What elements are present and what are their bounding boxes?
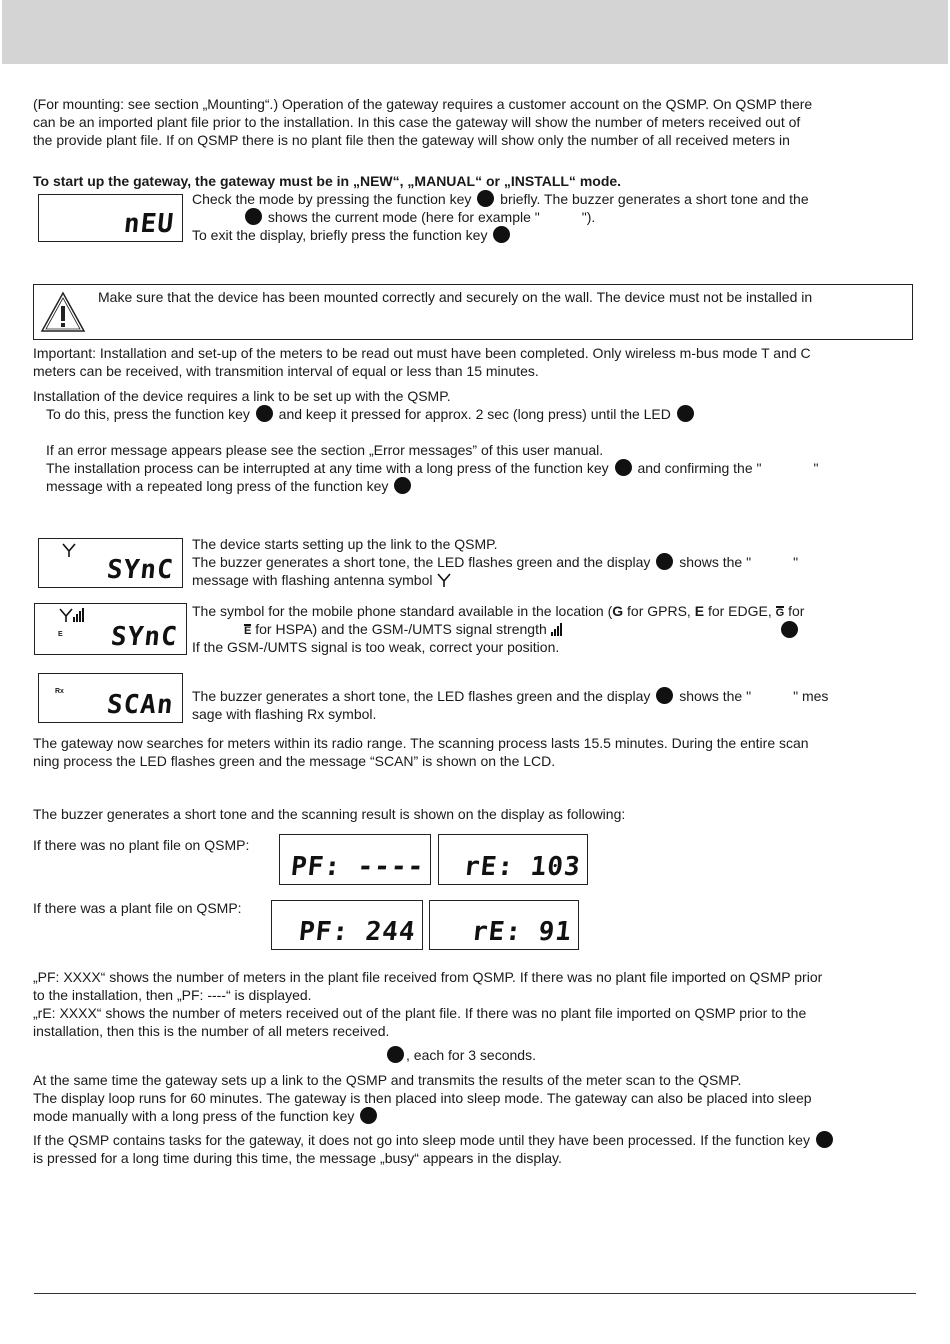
sync-line-3 (192, 571, 452, 589)
scan-line-1a: The buzzer generates a short tone, the LED flashes green and the display (192, 688, 651, 704)
startup-line-2b: "). (581, 209, 596, 225)
signal-line-1c: for EDGE, (707, 603, 772, 619)
plant-label: If there was a plant file on QSMP: (33, 900, 242, 916)
install-line-1: Installation of the device requires a link to be set up with the QSMP. (33, 388, 451, 404)
sync-line-2b: shows the " (679, 554, 752, 570)
re-desc-2: installation, then this is the number of all meters received. (33, 1023, 390, 1039)
result-d1 (33, 1131, 835, 1149)
lcd-re-91 (429, 900, 579, 950)
startup-line-1 (192, 190, 809, 208)
install-line-3: If an error message appears please see the section „Error messages” of this user manual. (46, 442, 604, 458)
signal-line-1b: for GPRS, (627, 603, 691, 619)
display-icon (656, 553, 673, 570)
result-c3-text: mode manually with a long press of the function key (33, 1108, 355, 1124)
pf-desc-2: to the installation, then „PF: ----“ is displayed. (33, 987, 312, 1003)
signal-line-3: If the GSM-/UMTS signal is too weak, correct your position. (192, 639, 560, 655)
gprs-symbol: G (612, 603, 624, 619)
sync-line-2 (192, 553, 798, 571)
scan-para-2: ning process the LED flashes green and the message “SCAN” is shown on the LCD. (33, 753, 556, 769)
warning-triangle-icon (40, 290, 86, 334)
display-icon (781, 621, 798, 638)
scan-line-1 (192, 687, 828, 705)
warning-text: Make sure that the device has been mounted correctly and securely on the wall. The device must not be installed in (98, 289, 813, 305)
umts-symbol: G (775, 607, 785, 619)
important-line-1: Important: Installation and set-up of the meters to be read out must have been completed. Only wireless m-bus mode T and C (33, 345, 811, 361)
lcd-pf-empty-text: PF: ---- (289, 852, 426, 882)
lcd-sync-signal-text: SYnC (109, 622, 180, 652)
startup-line-1a: Check the mode by pressing the function key (192, 191, 472, 207)
display-cycle-text: , each for 3 seconds. (406, 1047, 536, 1063)
install-line-4a: The installation process can be interrupted at any time with a long press of the function key (46, 460, 609, 476)
scan-para-1: The gateway now searches for meters within its radio range. The scanning process lasts 15.5 minutes. During the entire scan (33, 735, 809, 751)
function-key-icon (394, 477, 411, 494)
lcd-re-91-text: rE: 91 (470, 917, 574, 947)
install-line-5a: message with a repeated long press of the function key (46, 478, 389, 494)
hspa-symbol: E (244, 625, 252, 637)
intro-line-3: the provide plant file. If on QSMP there is no plant file then the gateway will show only the number of all received meters in (33, 132, 790, 148)
signal-line-1 (192, 602, 804, 620)
function-key-icon (360, 1107, 377, 1124)
antenna-signal-icon (59, 607, 87, 623)
lcd-scan-text: SCAn (105, 690, 176, 720)
pf-desc-1: „PF: XXXX“ shows the number of meters in the plant file received from QSMP. If there was no plant file imported on QSMP prior (33, 969, 823, 985)
startup-line-1b: briefly. The buzzer generates a short tone and the (500, 191, 809, 207)
scan-line-1c: " mes (793, 688, 829, 704)
sync-line-3-text: message with flashing antenna symbol (192, 572, 433, 588)
lcd-re-103-text: rE: 103 (462, 852, 583, 882)
display-icon (656, 687, 673, 704)
signal-line-1a: The symbol for the mobile phone standard available in the location ( (192, 603, 613, 619)
install-line-4b: and confirming the " (637, 460, 762, 476)
startup-heading: To start up the gateway, the gateway must be in „NEW“, „MANUAL“ or „INSTALL“ mode. (33, 173, 622, 189)
function-key-icon (615, 459, 632, 476)
display-cycle-line (385, 1046, 536, 1064)
result-c1: At the same time the gateway sets up a link to the QSMP and transmits the results of the meter scan to the QSMP. (33, 1072, 742, 1088)
install-line-4c: " (813, 460, 819, 476)
function-key-icon (256, 405, 273, 422)
antenna-icon (436, 572, 452, 588)
display-icon (387, 1046, 404, 1063)
signal-strength-icon (551, 622, 565, 636)
result-c3 (33, 1107, 379, 1125)
sync-line-1: The device starts setting up the link to the QSMP. (192, 536, 498, 552)
scan-line-1b: shows the " (679, 688, 752, 704)
lcd-sync-text: SYnC (105, 555, 176, 585)
lcd-scan-display (38, 673, 183, 723)
signal-line-2 (244, 620, 565, 638)
important-line-2: meters can be received, with transmition interval of equal or less than 15 minutes. (33, 363, 539, 379)
page-header-bar (2, 0, 948, 64)
antenna-icon (61, 542, 77, 558)
startup-line-3 (192, 226, 512, 244)
signal-line-2a: for HSPA) and the GSM-/UMTS signal strength (255, 621, 547, 637)
led-icon (677, 405, 694, 422)
result-intro: The buzzer generates a short tone and the scanning result is shown on the display as following: (33, 806, 626, 822)
edge-symbol: E (694, 603, 705, 619)
startup-line-3-text: To exit the display, briefly press the function key (192, 227, 488, 243)
lcd-pf-empty (279, 834, 431, 885)
rx-symbol: Rx (55, 688, 64, 695)
lcd-pf-244-text: PF: 244 (297, 917, 418, 947)
function-key-icon (477, 190, 494, 207)
startup-line-2a: shows the current mode (here for example " (267, 209, 540, 225)
lcd-edge-indicator: E (58, 631, 63, 638)
signal-line-1d: for (788, 603, 805, 619)
result-d2: is pressed for a long time during this time, the message „busy“ appears in the display. (33, 1150, 562, 1166)
function-key-icon (493, 226, 510, 243)
function-key-icon (816, 1131, 833, 1148)
lcd-new-text: nEU (122, 209, 176, 239)
lcd-re-103 (438, 834, 588, 885)
sync-line-2a: The buzzer generates a short tone, the LED flashes green and the display (192, 554, 651, 570)
lcd-sync-display (38, 538, 183, 588)
startup-line-2 (243, 208, 595, 226)
intro-line-1: (For mounting: see section „Mounting“.) Operation of the gateway requires a customer account on the QSMP. On QSMP there (33, 96, 813, 112)
result-d1-text: If the QSMP contains tasks for the gateway, it does not go into sleep mode until they have been processed. If the function key (33, 1132, 810, 1148)
install-line-2b: and keep it pressed for approx. 2 sec (long press) until the LED (278, 406, 671, 422)
intro-line-2: can be an imported plant file prior to the installation. In this case the gateway will show the number of meters received out of (33, 114, 801, 130)
re-desc-1: „rE: XXXX“ shows the number of meters received out of the plant file. If there was no plant file imported on QSMP prior to the (33, 1005, 807, 1021)
install-line-2a: To do this, press the function key (46, 406, 250, 422)
result-c2: The display loop runs for 60 minutes. The gateway is then placed into sleep mode. The gateway can also be placed into sleep (33, 1090, 812, 1106)
install-line-5 (46, 477, 413, 495)
display-icon (245, 208, 262, 225)
sync-line-2c: " (793, 554, 799, 570)
no-plant-label: If there was no plant file on QSMP: (33, 837, 250, 853)
scan-line-2: sage with flashing Rx symbol. (192, 706, 377, 722)
install-line-2 (46, 405, 696, 423)
lcd-sync-signal-display (34, 603, 187, 655)
footer-divider (34, 1293, 916, 1294)
install-line-4 (46, 459, 818, 477)
lcd-pf-244 (271, 900, 423, 950)
lcd-new-display (38, 194, 183, 242)
